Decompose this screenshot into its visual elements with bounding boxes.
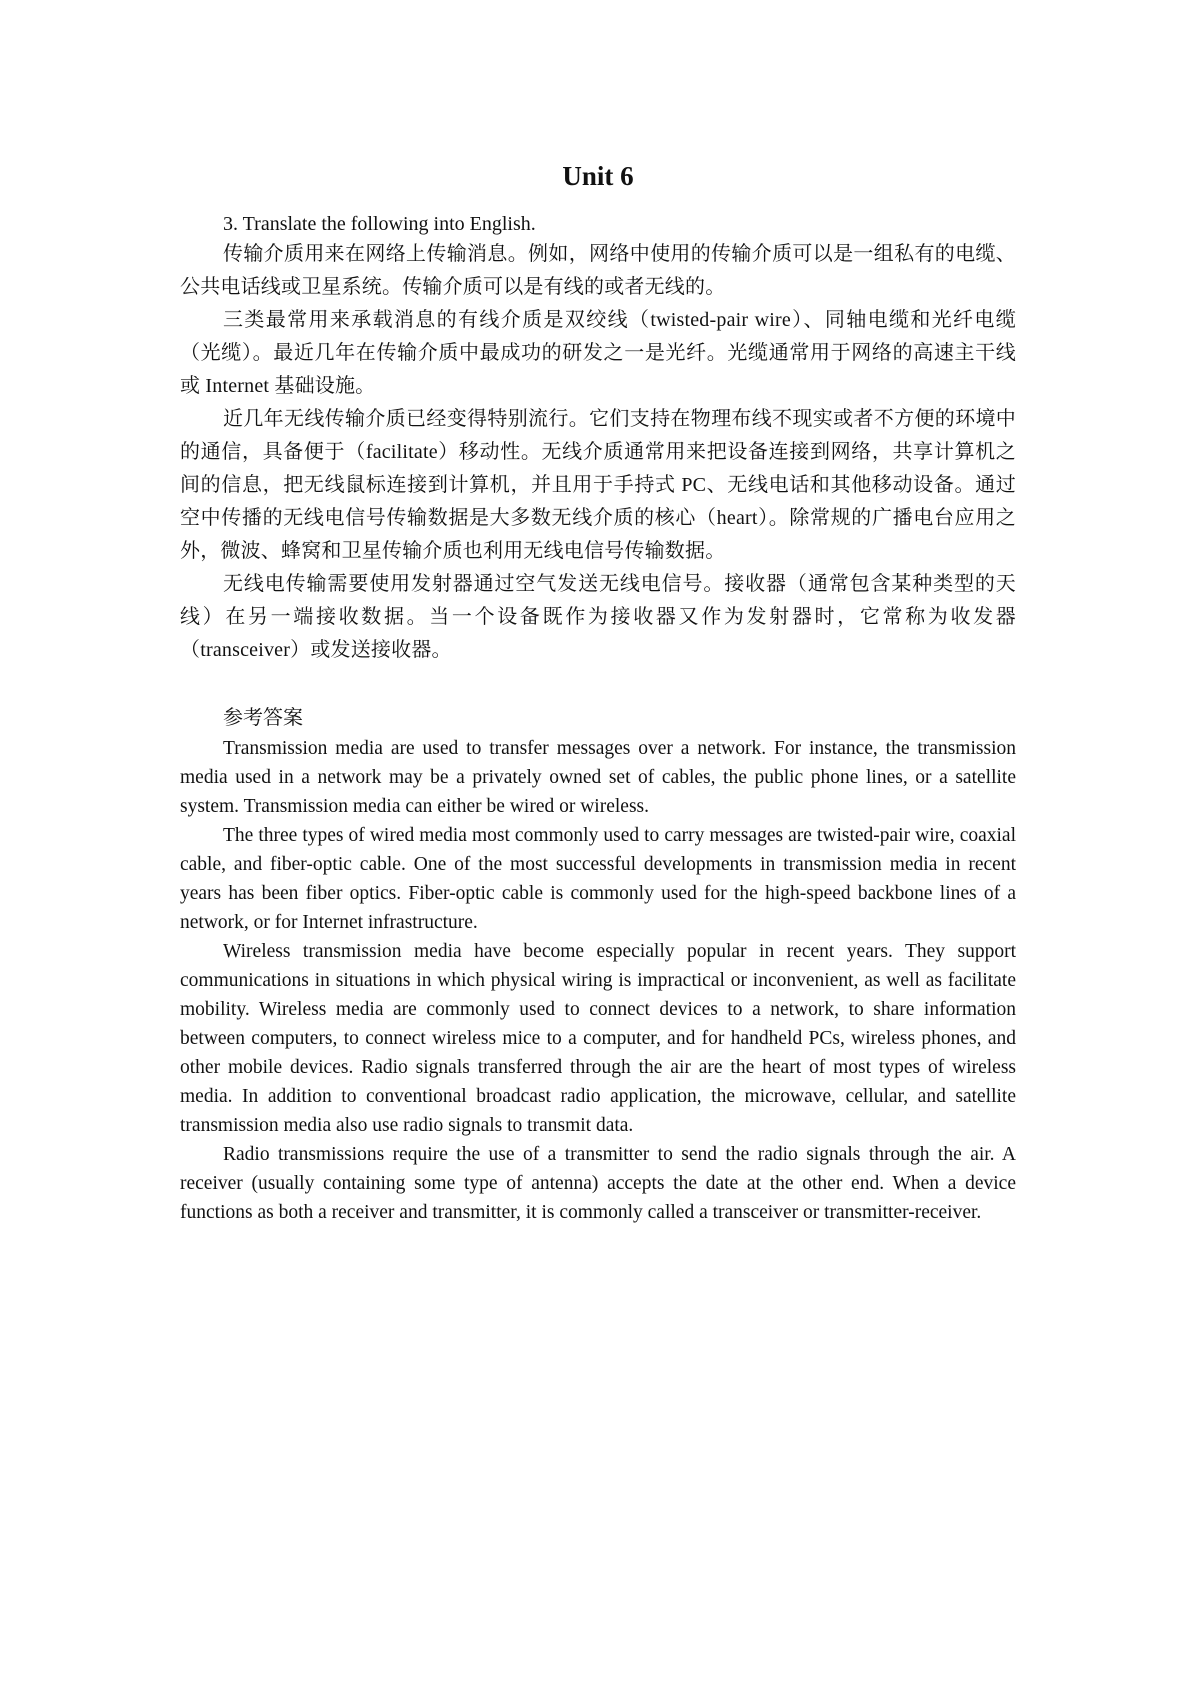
chinese-paragraph: 传输介质用来在网络上传输消息。例如，网络中使用的传输介质可以是一组私有的电缆、公共电话线或卫星系统。传输介质可以是有线的或者无线的。: [180, 243, 1016, 298]
answer-heading: 参考答案: [223, 707, 303, 729]
page-title: Unit 6: [562, 161, 634, 191]
english-paragraph: Wireless transmission media have become especially popular in recent years. They support communications in situations in which physical wiring is impractical or inconvenient, as well as facilitate mobility. Wireless media are commonly used to connect devices to a network, to share information between computers, to connect wireless mice to a computer, and for handheld PCs, wireless phones, and other mobile devices. Radio signals transferred through the air are the heart of most types of wireless media. In addition to conventional broadcast radio application, the microwave, cellular, and satellite transmission media also use radio signals to transmit data.: [180, 941, 1016, 1136]
chinese-paragraph: 无线电传输需要使用发射器通过空气发送无线电信号。接收器（通常包含某种类型的天线）在另一端接收数据。当一个设备既作为接收器又作为发射器时，它常称为收发器（transceiver）或发送接收器。: [180, 573, 1016, 661]
english-answer-block: [180, 734, 1016, 1227]
english-paragraph: The three types of wired media most commonly used to carry messages are twisted-pair wire, coaxial cable, and fiber-optic cable. One of the most successful developments in transmission media in recent years has been fiber optics. Fiber-optic cable is commonly used for the high-speed backbone lines of a network, or for Internet infrastructure.: [180, 825, 1016, 933]
chinese-text-block: [180, 238, 1016, 667]
chinese-paragraph: 近几年无线传输介质已经变得特别流行。它们支持在物理布线不现实或者不方便的环境中的通信，具备便于（facilitate）移动性。无线介质通常用来把设备连接到网络，共享计算机之间的信息，把无线鼠标连接到计算机，并且用于手持式 PC、无线电话和其他移动设备。通过空中传播的无线电信号传输数据是大多数无线介质的核心（heart）。除常规的广播电台应用之外，微波、蜂窝和卫星传输介质也利用无线电信号传输数据。: [180, 408, 1016, 562]
english-paragraph: Transmission media are used to transfer messages over a network. For instance, the transmission media used in a network may be a privately owned set of cables, the public phone lines, or a satellite system. Transmission media can either be wired or wireless.: [180, 738, 1016, 817]
chinese-paragraph: 三类最常用来承载消息的有线介质是双绞线（twisted-pair wire）、同轴电缆和光纤电缆（光缆）。最近几年在传输介质中最成功的研发之一是光纤。光缆通常用于网络的高速主干线或 Internet 基础设施。: [180, 309, 1016, 397]
task-instruction: 3. Translate the following into English.: [223, 213, 536, 235]
english-paragraph: Radio transmissions require the use of a transmitter to send the radio signals through the air. A receiver (usually containing some type of antenna) accepts the date at the other end. When a device functions as both a receiver and transmitter, it is commonly called a transceiver or transmitter-receiver.: [180, 1144, 1016, 1223]
page-content: [180, 158, 1016, 1227]
